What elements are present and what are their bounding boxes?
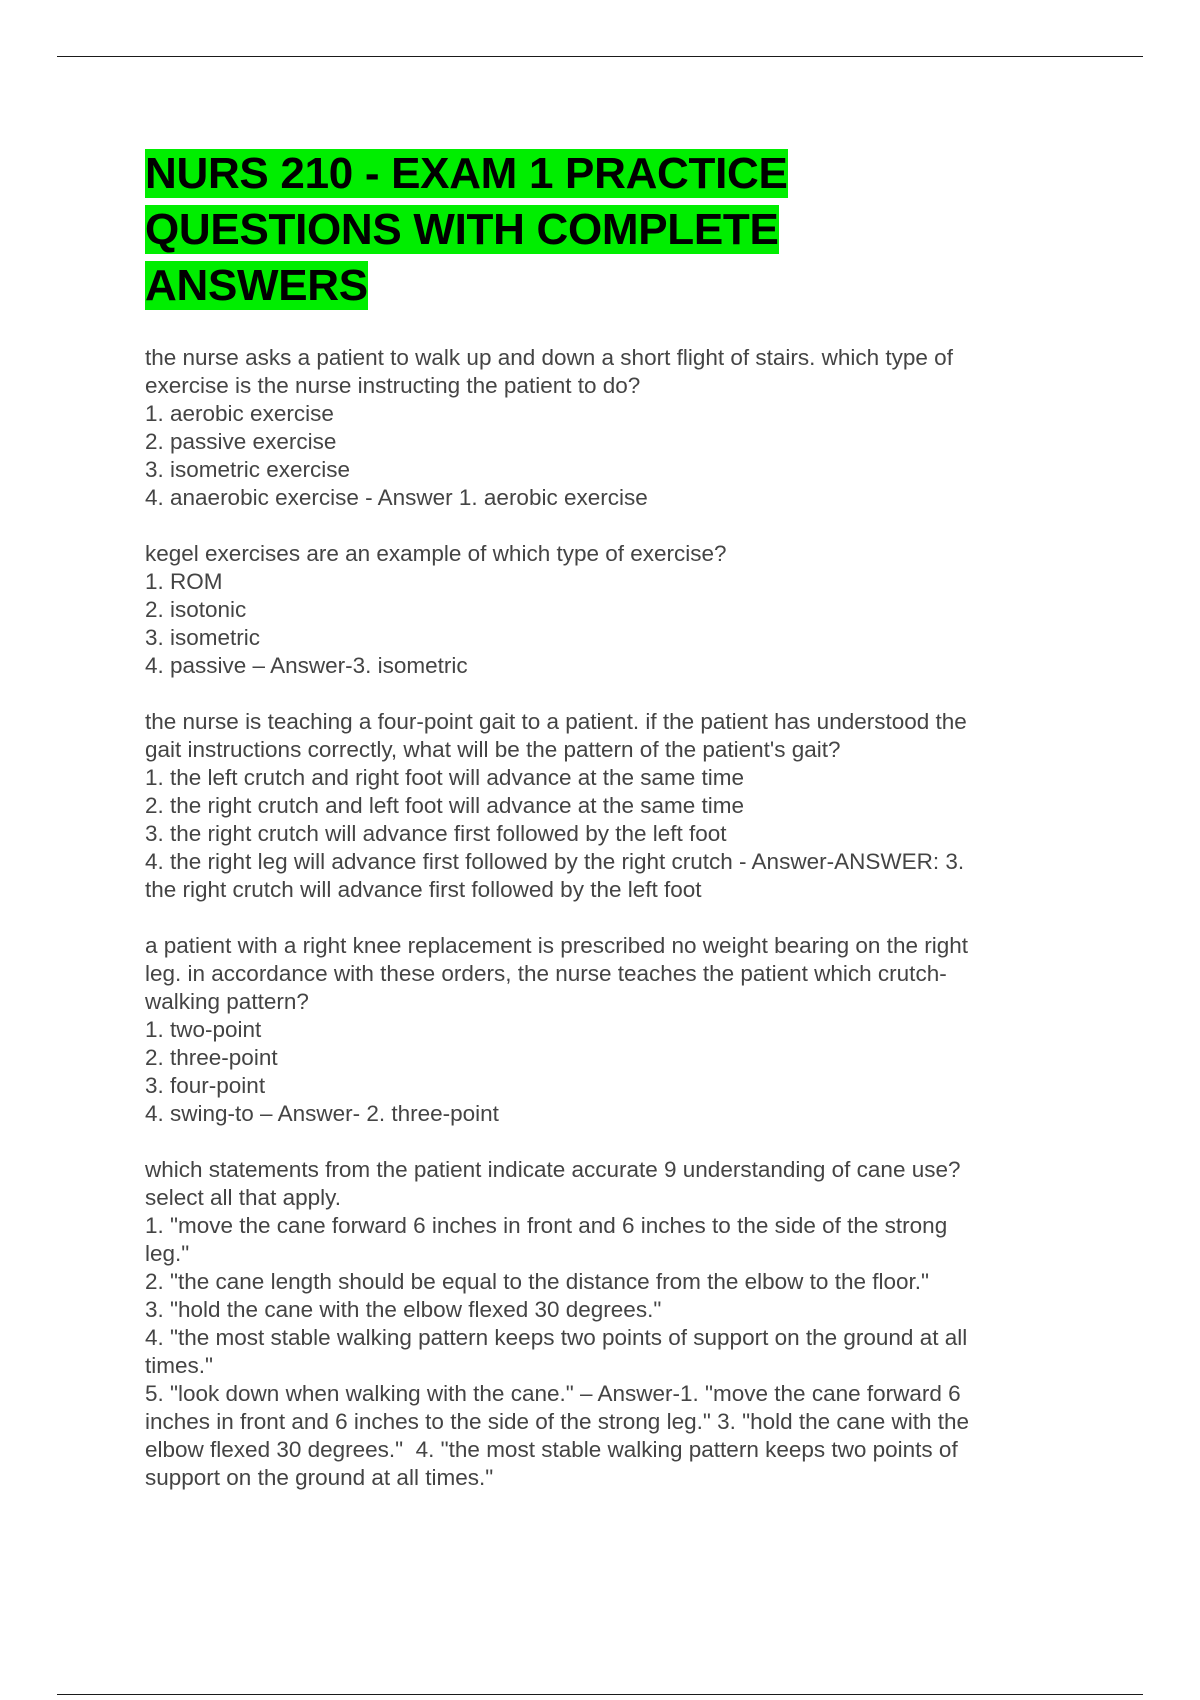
answer-option: 1. "move the cane forward 6 inches in front and 6 inches to the side of the strong bbox=[145, 1213, 948, 1238]
answer-option: 2. three-point bbox=[145, 1045, 278, 1070]
answer-option: 2. passive exercise bbox=[145, 429, 337, 454]
document-content bbox=[145, 146, 1045, 1520]
answer-option: leg." bbox=[145, 1241, 190, 1266]
answer-option: 2. "the cane length should be equal to the distance from the elbow to the floor." bbox=[145, 1269, 929, 1294]
question-block-4 bbox=[145, 932, 1045, 1128]
answer-option: 4. the right leg will advance first followed by the right crutch - Answer-ANSWER: 3. bbox=[145, 849, 965, 874]
answer-option: inches in front and 6 inches to the side of the strong leg." 3. "hold the cane with the bbox=[145, 1409, 969, 1434]
question-block-3 bbox=[145, 708, 1045, 904]
title-line-3: ANSWERS bbox=[145, 261, 368, 310]
question-line: which statements from the patient indicate accurate 9 understanding of cane use? bbox=[145, 1157, 961, 1182]
answer-option: 4. anaerobic exercise - Answer 1. aerobic exercise bbox=[145, 485, 648, 510]
answer-option: 3. isometric exercise bbox=[145, 457, 351, 482]
question-line: leg. in accordance with these orders, the nurse teaches the patient which crutch- bbox=[145, 961, 947, 986]
question-block-2 bbox=[145, 540, 1045, 680]
footer-rule bbox=[57, 1694, 1143, 1695]
header-rule bbox=[57, 56, 1143, 57]
question-line: a patient with a right knee replacement is prescribed no weight bearing on the right bbox=[145, 933, 968, 958]
title-line-1: NURS 210 - EXAM 1 PRACTICE bbox=[145, 149, 788, 198]
question-line: the nurse asks a patient to walk up and down a short flight of stairs. which type of bbox=[145, 345, 953, 370]
answer-option: 1. the left crutch and right foot will advance at the same time bbox=[145, 765, 745, 790]
answer-option: 4. passive – Answer-3. isometric bbox=[145, 653, 468, 678]
title-line-2: QUESTIONS WITH COMPLETE bbox=[145, 205, 779, 254]
answer-option: elbow flexed 30 degrees." 4. "the most stable walking pattern keeps two points of bbox=[145, 1437, 958, 1462]
answer-option: 3. isometric bbox=[145, 625, 261, 650]
question-line: kegel exercises are an example of which type of exercise? bbox=[145, 541, 727, 566]
question-block-5 bbox=[145, 1156, 1045, 1492]
answer-option: 1. aerobic exercise bbox=[145, 401, 334, 426]
answer-option: the right crutch will advance first followed by the left foot bbox=[145, 877, 702, 902]
answer-option: 2. isotonic bbox=[145, 597, 247, 622]
answer-option: 4. "the most stable walking pattern keeps two points of support on the ground at all bbox=[145, 1325, 968, 1350]
question-line: select all that apply. bbox=[145, 1185, 341, 1210]
question-line: exercise is the nurse instructing the patient to do? bbox=[145, 373, 641, 398]
answer-option: support on the ground at all times." bbox=[145, 1465, 494, 1490]
answer-option: 3. the right crutch will advance first followed by the left foot bbox=[145, 821, 727, 846]
answer-option: 1. ROM bbox=[145, 569, 223, 594]
answer-option: 2. the right crutch and left foot will advance at the same time bbox=[145, 793, 745, 818]
answer-option: 5. "look down when walking with the cane." – Answer-1. "move the cane forward 6 bbox=[145, 1381, 961, 1406]
answer-option: times." bbox=[145, 1353, 213, 1378]
question-line: gait instructions correctly, what will be the pattern of the patient's gait? bbox=[145, 737, 841, 762]
answer-option: 3. four-point bbox=[145, 1073, 266, 1098]
document-title bbox=[145, 146, 1045, 314]
answer-option: 3. "hold the cane with the elbow flexed 30 degrees." bbox=[145, 1297, 662, 1322]
answer-option: 1. two-point bbox=[145, 1017, 262, 1042]
question-line: the nurse is teaching a four-point gait to a patient. if the patient has understood the bbox=[145, 709, 967, 734]
question-block-1 bbox=[145, 344, 1045, 512]
question-line: walking pattern? bbox=[145, 989, 309, 1014]
answer-option: 4. swing-to – Answer- 2. three-point bbox=[145, 1101, 499, 1126]
question-list bbox=[145, 344, 1045, 1492]
